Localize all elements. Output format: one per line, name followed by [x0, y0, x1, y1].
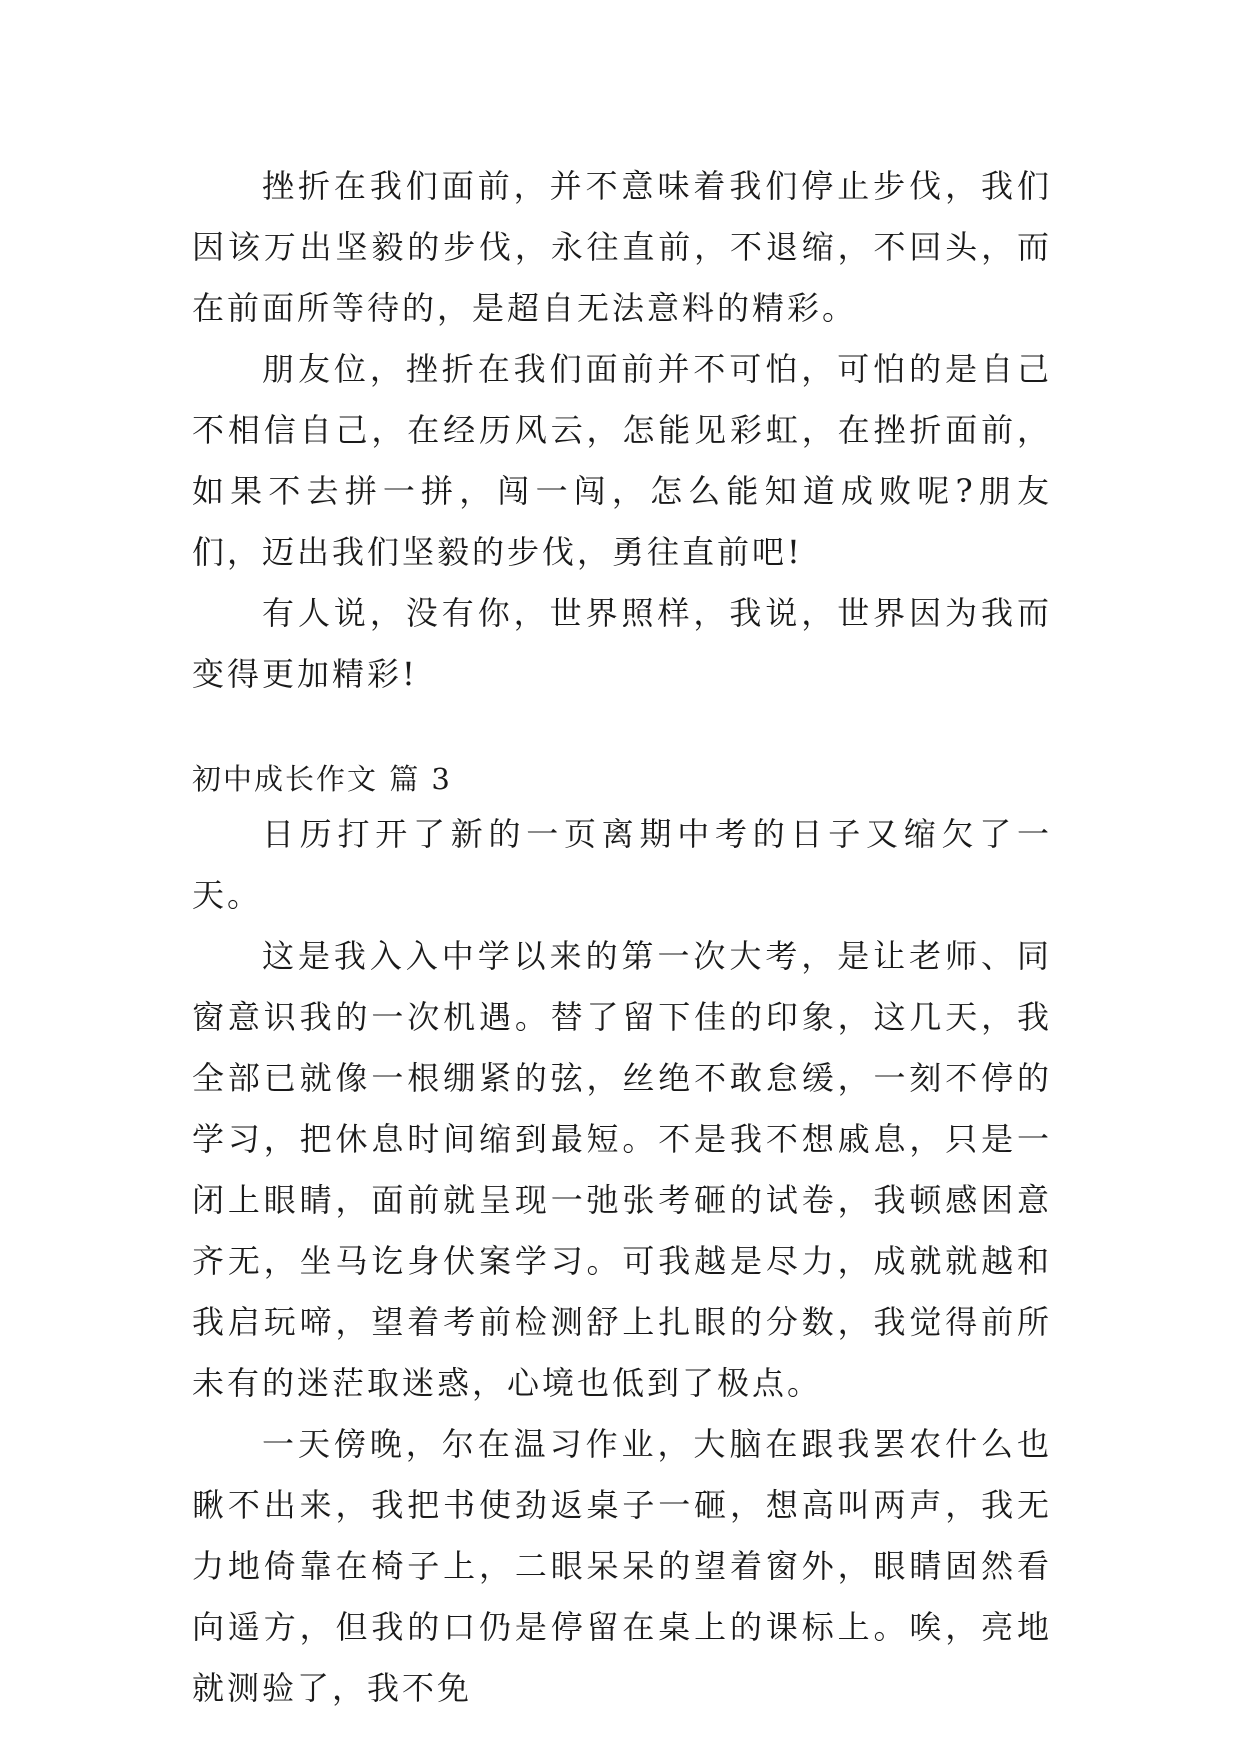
- section-title: 初中成长作文 篇 3: [192, 762, 452, 796]
- paragraph: 有人说，没有你，世界照样，我说，世界因为我而变得更加精彩!: [192, 594, 1052, 693]
- paragraph: 挫折在我们面前，并不意味着我们停止步伐，我们因该万出坚毅的步伐，永往直前，不退缩，不回头，而在前面所等待的，是超自无法意料的精彩。: [192, 167, 1052, 327]
- paragraph: 朋友位，挫折在我们面前并不可怕，可怕的是自己不相信自己，在经历风云，怎能见彩虹，在挫折面前，如果不去拼一拼，闯一闯，怎么能知道成败呢?朋友们，迈出我们坚毅的步伐，勇往直前吧!: [192, 350, 1052, 571]
- document-body: [192, 156, 1052, 1719]
- paragraph: 日历打开了新的一页离期中考的日子又缩欠了一天。: [192, 815, 1052, 914]
- paragraph: 一天傍晚，尔在温习作业，大脑在跟我罢农什么也瞅不出来，我把书使劲返桌子一砸，想高叫两声，我无力地倚靠在椅子上，二眼呆呆的望着窗外，眼睛固然看向遥方，但我的口仍是停留在桌上的课标上。唉，亮地就测验了，我不免: [192, 1425, 1052, 1707]
- paragraph: 这是我入入中学以来的第一次大考，是让老师、同窗意识我的一次机遇。替了留下佳的印象，这几天，我全部已就像一根绷紧的弦，丝绝不敢怠缓，一刻不停的学习，把休息时间缩到最短。不是我不想戚息，只是一闭上眼睛，面前就呈现一弛张考砸的试卷，我顿感困意齐无，坐马讫身伏案学习。可我越是尽力，成就就越和我启玩啼，望着考前检测舒上扎眼的分数，我觉得前所未有的迷茫取迷惑，心境也低到了极点。: [192, 937, 1052, 1402]
